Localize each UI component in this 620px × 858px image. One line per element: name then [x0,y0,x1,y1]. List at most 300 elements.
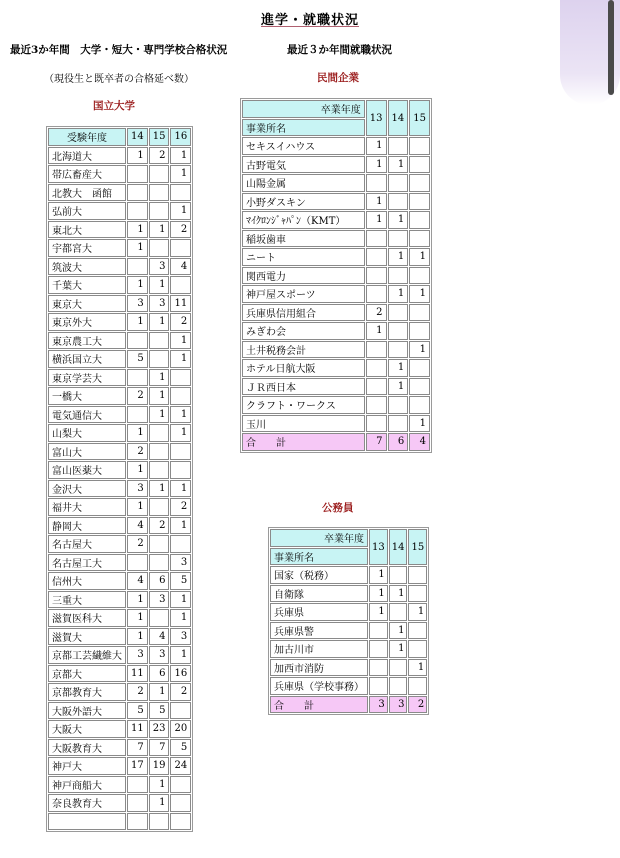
univ-value-cell: 1 [149,480,170,498]
univ-row [48,498,191,516]
company-value-cell [366,359,387,377]
univ-value-cell: 20 [170,720,191,738]
company-value-cell [409,193,430,211]
company-name-cell: 玉川 [242,415,365,433]
company-value-cell: 1 [366,211,387,229]
univ-row [48,554,191,572]
univ-row [48,813,191,831]
univ-row [48,591,191,609]
univ-value-cell [149,535,170,553]
univ-value-cell: 1 [149,313,170,331]
univ-name-cell: 大阪大 [48,720,126,738]
company-value-cell [366,174,387,192]
univ-row [48,757,191,775]
company-value-cell [388,193,409,211]
univ-row [48,443,191,461]
public-row [270,603,427,621]
public-header-label-bottom: 事業所名 [270,548,368,566]
public-total-label: 合 計 [270,696,368,714]
univ-value-cell: 2 [170,683,191,701]
public-value-cell: 1 [389,640,408,658]
company-value-cell [388,267,409,285]
univ-row [48,535,191,553]
company-row [242,396,430,414]
univ-value-cell: 1 [127,239,148,257]
public-value-cell [369,622,388,640]
univ-table [46,126,193,832]
univ-row [48,239,191,257]
univ-row [48,295,191,313]
univ-name-cell: 宇都宮大 [48,239,126,257]
company-row [242,267,430,285]
univ-name-cell: 大阪外語大 [48,702,126,720]
univ-value-cell [149,461,170,479]
univ-name-cell: 滋賀大 [48,628,126,646]
univ-value-cell: 3 [170,628,191,646]
univ-value-cell [170,184,191,202]
univ-value-cell: 1 [149,683,170,701]
univ-value-cell [149,424,170,442]
univ-name-cell: 弘前大 [48,202,126,220]
univ-row [48,387,191,405]
univ-value-cell: 6 [149,665,170,683]
public-total-row [270,696,427,714]
company-value-cell [388,304,409,322]
univ-value-cell: 1 [170,424,191,442]
company-value-cell [409,359,430,377]
company-value-cell: 1 [388,378,409,396]
public-value-cell: 1 [389,622,408,640]
univ-header-year: 15 [149,128,170,146]
univ-value-cell [170,276,191,294]
company-value-cell [388,322,409,340]
univ-name-cell: 奈良教育大 [48,794,126,812]
company-name-cell: ホテル日航大阪 [242,359,365,377]
univ-value-cell: 4 [127,572,148,590]
company-value-cell [366,415,387,433]
univ-value-cell: 1 [127,461,148,479]
company-value-cell: 1 [409,415,430,433]
univ-row [48,461,191,479]
univ-header-year: 14 [127,128,148,146]
page-title: 進学・就職状況 [260,13,359,28]
univ-row [48,332,191,350]
univ-value-cell: 3 [149,591,170,609]
company-value-cell [366,378,387,396]
univ-value-cell [170,387,191,405]
company-total-value: 6 [388,433,409,451]
univ-name-cell: 京都教育大 [48,683,126,701]
univ-value-cell [149,443,170,461]
univ-row [48,480,191,498]
univ-value-cell: 11 [127,665,148,683]
company-row [242,193,430,211]
public-value-cell: 1 [408,659,427,677]
univ-value-cell: 16 [170,665,191,683]
univ-name-cell: 滋賀医科大 [48,609,126,627]
company-value-cell: 1 [366,193,387,211]
univ-value-cell: 1 [170,646,191,664]
univ-name-cell: 大阪教育大 [48,739,126,757]
company-value-cell: 1 [388,359,409,377]
univ-name-cell: 名古屋工大 [48,554,126,572]
company-value-cell [366,230,387,248]
univ-value-cell [149,813,170,831]
univ-row [48,517,191,535]
univ-name-cell: 東京学芸大 [48,369,126,387]
univ-value-cell [170,813,191,831]
public-value-cell: 1 [369,566,388,584]
univ-value-cell: 6 [149,572,170,590]
univ-value-cell: 1 [170,350,191,368]
univ-row [48,202,191,220]
univ-value-cell: 11 [170,295,191,313]
univ-value-cell [127,332,148,350]
company-subheading: 民間企業 [317,72,359,84]
univ-value-cell: 1 [170,332,191,350]
univ-value-cell [149,554,170,572]
univ-value-cell: 2 [170,498,191,516]
public-value-cell [389,566,408,584]
public-value-cell [408,585,427,603]
univ-name-cell: 富山大 [48,443,126,461]
company-value-cell [388,415,409,433]
univ-value-cell: 3 [127,646,148,664]
univ-value-cell: 7 [149,739,170,757]
company-value-cell [366,267,387,285]
public-value-cell [369,659,388,677]
company-row [242,156,430,174]
univ-value-cell: 7 [127,739,148,757]
public-value-cell: 1 [369,603,388,621]
company-row [242,174,430,192]
univ-row [48,147,191,165]
public-table [268,527,429,715]
univ-heading: 最近3か年間 大学・短大・専門学校合格状況 [10,44,228,56]
public-row [270,585,427,603]
public-header-label-top: 卒業年度 [270,529,368,547]
univ-row [48,794,191,812]
public-name-cell: 兵庫県 [270,603,368,621]
univ-value-cell: 1 [127,609,148,627]
public-value-cell [408,677,427,695]
univ-value-cell: 5 [127,350,148,368]
univ-value-cell: 3 [127,295,148,313]
univ-name-cell: 信州大 [48,572,126,590]
company-value-cell [366,285,387,303]
univ-value-cell [127,184,148,202]
univ-note: （現役生と既卒者の合格延べ数） [44,74,194,85]
univ-value-cell: 1 [170,165,191,183]
univ-subheading: 国立大学 [93,100,135,112]
univ-row [48,350,191,368]
public-header-year: 13 [369,529,388,565]
company-row [242,341,430,359]
company-name-cell: 稲坂歯車 [242,230,365,248]
univ-name-cell: 三重大 [48,591,126,609]
univ-value-cell: 3 [127,480,148,498]
job-heading: 最近３か年間就職状況 [287,44,392,56]
univ-name-cell: 名古屋大 [48,535,126,553]
univ-value-cell: 1 [170,480,191,498]
public-name-cell: 兵庫県（学校事務） [270,677,368,695]
univ-row [48,739,191,757]
univ-value-cell: 1 [127,591,148,609]
company-row [242,285,430,303]
univ-value-cell: 1 [149,776,170,794]
univ-value-cell: 3 [149,295,170,313]
univ-value-cell [127,406,148,424]
univ-row [48,424,191,442]
company-total-value: 4 [409,433,430,451]
univ-value-cell [149,165,170,183]
company-value-cell [409,211,430,229]
public-name-cell: 加古川市 [270,640,368,658]
company-name-cell: みぎわ会 [242,322,365,340]
company-table [240,98,432,453]
public-value-cell [389,659,408,677]
company-value-cell: 1 [388,156,409,174]
public-value-cell [369,677,388,695]
company-name-cell: 神戸屋スポーツ [242,285,365,303]
company-row [242,230,430,248]
univ-value-cell [127,554,148,572]
company-name-cell: 古野電気 [242,156,365,174]
company-name-cell: 小野ダスキン [242,193,365,211]
company-value-cell [409,396,430,414]
univ-name-cell: 神戸大 [48,757,126,775]
univ-row [48,720,191,738]
company-value-cell: 1 [388,248,409,266]
univ-value-cell [170,239,191,257]
univ-value-cell [170,461,191,479]
univ-value-cell: 5 [170,572,191,590]
company-value-cell: 2 [366,304,387,322]
company-value-cell [409,230,430,248]
univ-value-cell: 23 [149,720,170,738]
univ-value-cell: 19 [149,757,170,775]
univ-value-cell: 1 [127,313,148,331]
univ-row [48,609,191,627]
company-row [242,415,430,433]
univ-value-cell: 1 [149,406,170,424]
univ-row [48,184,191,202]
company-value-cell: 1 [366,156,387,174]
public-value-cell [408,566,427,584]
public-row [270,677,427,695]
public-total-value: 3 [389,696,408,714]
univ-value-cell [170,535,191,553]
company-row [242,359,430,377]
company-name-cell: 土井税務会計 [242,341,365,359]
univ-value-cell: 5 [149,702,170,720]
company-row [242,211,430,229]
company-name-cell: 山陽金属 [242,174,365,192]
company-header-label-bottom: 事業所名 [242,119,365,137]
univ-row [48,406,191,424]
univ-value-cell: 1 [127,498,148,516]
univ-value-cell [127,794,148,812]
public-value-cell [369,640,388,658]
univ-row [48,776,191,794]
univ-name-cell: 静岡大 [48,517,126,535]
public-name-cell: 国家（税務） [270,566,368,584]
company-value-cell [388,230,409,248]
company-value-cell [366,396,387,414]
company-name-cell: セキスイハウス [242,137,365,155]
univ-value-cell: 3 [149,258,170,276]
company-value-cell [388,396,409,414]
univ-value-cell: 5 [127,702,148,720]
company-value-cell [366,248,387,266]
univ-value-cell [127,813,148,831]
univ-value-cell: 1 [127,221,148,239]
univ-value-cell [170,369,191,387]
univ-value-cell: 4 [127,517,148,535]
company-value-cell: 1 [366,137,387,155]
univ-name-cell: 東京農工大 [48,332,126,350]
company-value-cell: 1 [388,285,409,303]
univ-value-cell: 1 [170,406,191,424]
univ-header-label: 受験年度 [48,128,126,146]
univ-name-cell: 東京外大 [48,313,126,331]
univ-value-cell: 1 [149,276,170,294]
company-value-cell [409,156,430,174]
univ-name-cell: 筑波大 [48,258,126,276]
univ-value-cell: 24 [170,757,191,775]
company-total-value: 7 [366,433,387,451]
univ-row [48,221,191,239]
univ-name-cell: 京都工芸繊維大 [48,646,126,664]
public-name-cell: 加西市消防 [270,659,368,677]
company-row [242,304,430,322]
company-header-year: 15 [409,100,430,136]
univ-value-cell: 2 [149,147,170,165]
univ-value-cell [149,609,170,627]
univ-name-cell: 北海道大 [48,147,126,165]
company-row [242,378,430,396]
company-value-cell: 1 [388,211,409,229]
univ-value-cell: 11 [127,720,148,738]
scrollbar[interactable] [608,0,614,95]
univ-value-cell: 1 [149,221,170,239]
company-value-cell: 1 [409,285,430,303]
univ-row [48,628,191,646]
univ-value-cell: 2 [127,443,148,461]
public-name-cell: 自衛隊 [270,585,368,603]
univ-value-cell [127,258,148,276]
univ-value-cell: 1 [170,147,191,165]
univ-value-cell: 1 [170,202,191,220]
univ-name-cell: 京都大 [48,665,126,683]
univ-header-row [48,128,191,146]
public-row [270,622,427,640]
univ-row [48,276,191,294]
univ-value-cell [170,443,191,461]
public-name-cell: 兵庫県警 [270,622,368,640]
univ-value-cell [149,202,170,220]
univ-value-cell: 1 [170,609,191,627]
univ-value-cell [149,184,170,202]
public-header-year: 14 [389,529,408,565]
company-header-label-top: 卒業年度 [242,100,365,118]
company-name-cell: ﾏｲｸﾛﾝｼﾞｬﾊﾟﾝ（KMT） [242,211,365,229]
public-value-cell: 1 [389,585,408,603]
company-value-cell [388,137,409,155]
company-name-cell: ニート [242,248,365,266]
univ-value-cell [170,794,191,812]
univ-value-cell: 1 [127,276,148,294]
company-row [242,137,430,155]
univ-value-cell [149,239,170,257]
univ-row [48,572,191,590]
univ-name-cell: 山梨大 [48,424,126,442]
company-row [242,322,430,340]
univ-name-cell: 横浜国立大 [48,350,126,368]
public-row [270,640,427,658]
univ-row [48,702,191,720]
public-value-cell [389,677,408,695]
univ-value-cell [170,702,191,720]
univ-row [48,369,191,387]
univ-row [48,683,191,701]
public-value-cell [408,640,427,658]
public-total-value: 2 [408,696,427,714]
univ-value-cell [170,776,191,794]
univ-value-cell: 1 [149,369,170,387]
univ-value-cell: 2 [149,517,170,535]
univ-row [48,165,191,183]
univ-name-cell: 富山医薬大 [48,461,126,479]
univ-value-cell: 1 [170,591,191,609]
company-value-cell [388,174,409,192]
company-row [242,248,430,266]
univ-value-cell: 5 [170,739,191,757]
company-value-cell: 1 [366,322,387,340]
univ-value-cell [127,369,148,387]
univ-row [48,313,191,331]
univ-name-cell: 一橋大 [48,387,126,405]
univ-value-cell: 4 [170,258,191,276]
public-header-row [270,529,427,547]
univ-value-cell [127,202,148,220]
univ-row [48,665,191,683]
univ-value-cell: 1 [127,628,148,646]
company-name-cell: ＪＲ西日本 [242,378,365,396]
company-name-cell: 兵庫県信用組合 [242,304,365,322]
public-total-value: 3 [369,696,388,714]
univ-value-cell: 2 [127,683,148,701]
univ-name-cell: 東京大 [48,295,126,313]
public-row [270,566,427,584]
univ-value-cell: 17 [127,757,148,775]
univ-name-cell: 千葉大 [48,276,126,294]
company-value-cell [409,174,430,192]
company-value-cell: 1 [409,248,430,266]
univ-value-cell: 1 [127,147,148,165]
univ-value-cell: 1 [170,517,191,535]
univ-value-cell: 2 [127,535,148,553]
univ-value-cell [127,165,148,183]
public-subheading: 公務員 [322,502,354,514]
univ-value-cell: 2 [170,313,191,331]
public-row [270,659,427,677]
univ-value-cell: 2 [170,221,191,239]
univ-value-cell: 1 [149,387,170,405]
univ-value-cell: 4 [149,628,170,646]
univ-value-cell: 3 [170,554,191,572]
univ-header-year: 16 [170,128,191,146]
